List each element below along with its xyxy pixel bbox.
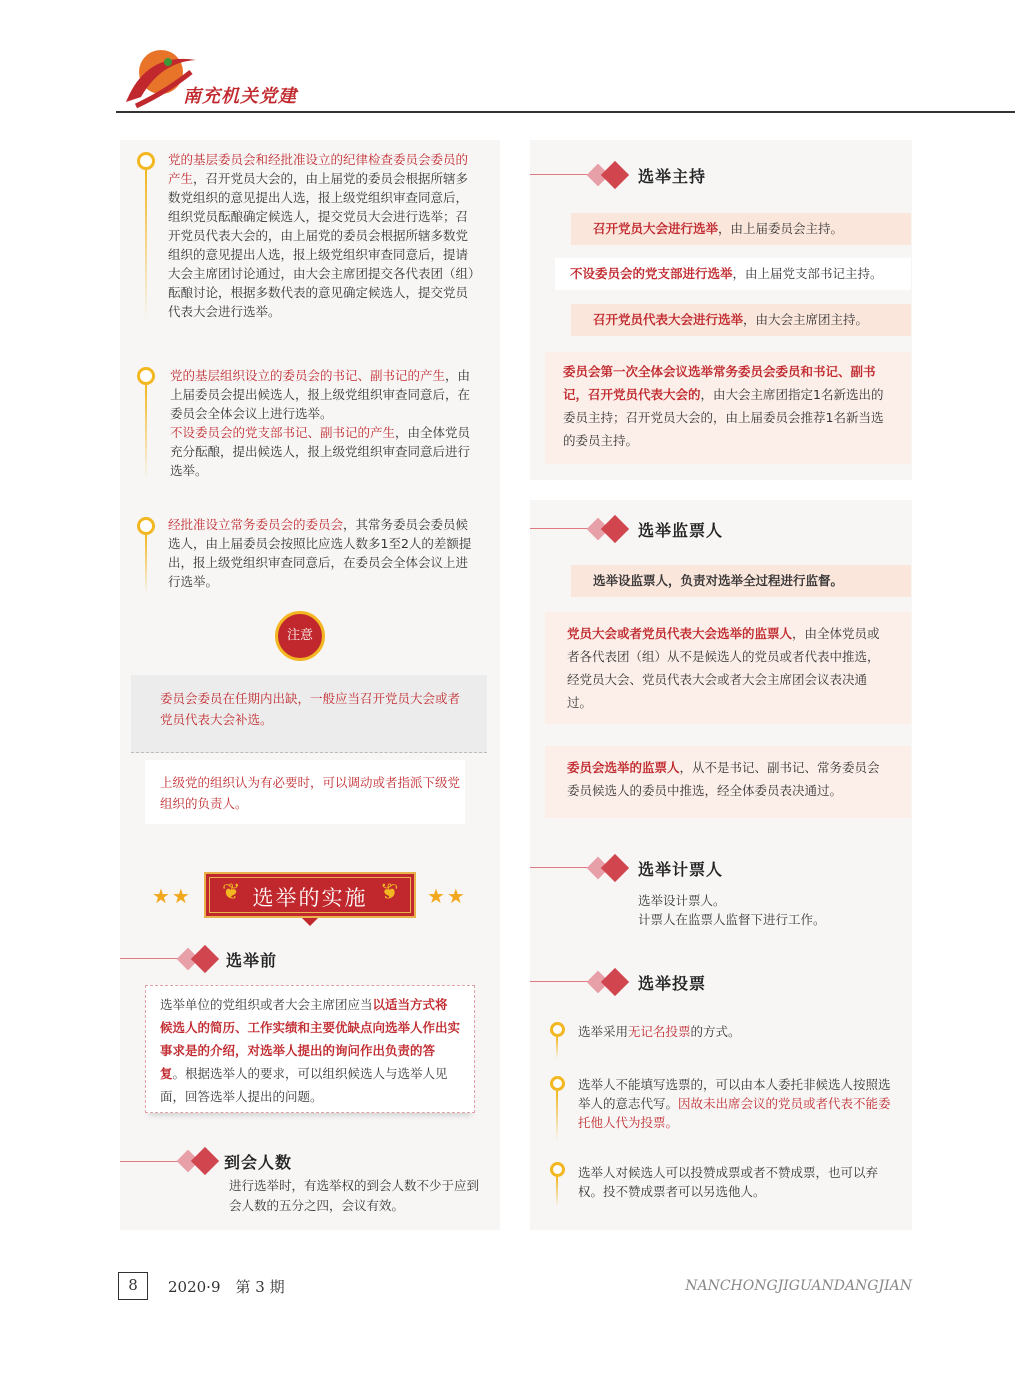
- vote-rule-2: 选举人不能填写选票的，可以由本人委托非候选人按照选举人的意志代写。因故未出席会议的党员或者代表不能委托他人代为投票。: [578, 1077, 891, 1130]
- brand-title: 南充机关党建: [183, 86, 297, 107]
- pin-line: [556, 1177, 558, 1207]
- attend-title: 到会人数: [224, 1153, 293, 1172]
- pointer-line: [530, 867, 590, 868]
- star-icon: ★★: [152, 884, 192, 908]
- vote-rule-3: 选举人对候选人可以投赞成票或者不赞成票，也可以弃权。投不赞成票者可以另选他人。: [578, 1165, 879, 1199]
- pin-line: [145, 535, 147, 595]
- host-row-2: 不设委员会的党支部进行选举，由上届党支部书记主持。: [555, 258, 911, 290]
- pin-line: [145, 170, 147, 320]
- banner-title: 选举的实施: [252, 886, 368, 910]
- notice-badge: 注意: [275, 611, 325, 661]
- pin-icon: [137, 367, 155, 385]
- monitor-row-1: 选举设监票人，负责对选举全过程进行监督。: [571, 565, 911, 597]
- pin-icon: [550, 1076, 565, 1091]
- monitor-title: 选举监票人: [638, 521, 724, 540]
- pointer-line: [530, 174, 590, 175]
- pin-icon: [137, 517, 155, 535]
- count-title: 选举计票人: [638, 860, 724, 879]
- notice-text-2: 上级党的组织认为有必要时，可以调动或者指派下级党组织的负责人。: [160, 775, 461, 811]
- before-text: 选举单位的党组织或者大会主席团应当以适当方式将候选人的简历、工作实绩和主要优缺点向选举人作出实事求是的介绍，对选举人提出的询问作出负责的答复。根据选举人的要求，可以组织候选人与选举人见面，回答选举人提出的问题。: [160, 997, 461, 1104]
- count-text-2: 计票人在监票人监督下进行工作。: [638, 912, 826, 927]
- header-rule: [116, 111, 1015, 113]
- footer-pinyin: NANCHONGJIGUANDANGJIAN: [685, 1278, 912, 1294]
- pointer-line: [530, 981, 590, 982]
- host-title: 选举主持: [638, 167, 707, 186]
- pin-line: [556, 1037, 558, 1059]
- pin-icon: [550, 1022, 565, 1037]
- laurel-icon: ❦: [380, 880, 399, 905]
- candidate-rule-committee: 党的基层委员会和经批准设立的纪律检查委员会委员的产生，召开党员大会的，由上届党的委员会根据所辖多数党组织的意见提出人选，报上级党组织审查同意后，组织党员酝酿确定候选人，提交党员大会进行选举；召开党员代表大会的，由上届党的委员会根据所辖多数党组织的意见提出人选，报上级党组织审查同意后，提请大会主席团讨论通过，由大会主席团提交各代表团（组）酝酿讨论，根据多数代表的意见确定候选人，提交党员代表大会进行选举。: [168, 152, 475, 319]
- pin-line: [145, 385, 147, 480]
- monitor-row-2: 党员大会或者党员代表大会选举的监票人，由全体党员或者各代表团（组）从不是候选人的党员或者代表中推选，经党员大会、党员代表大会或者大会主席团会议表决通过。: [545, 612, 911, 724]
- candidate-rule-standing: 经批准设立常务委员会的委员会，其常务委员会委员候选人，由上届委员会按照比应选人数多1至2人的差额提出，报上级党组织审查同意后，在委员会全体会议上进行选举。: [168, 517, 472, 589]
- pointer-line: [530, 528, 590, 529]
- host-row-3: 召开党员代表大会进行选举，由大会主席团主持。: [571, 304, 911, 336]
- host-row-4: 委员会第一次全体会议选举常务委员会委员和书记、副书记，召开党员代表大会的，由大会主席团指定1名新选出的委员主持；召开党员大会的，由上届委员会推荐1名新当选的委员主持。: [545, 352, 911, 464]
- host-row-1: 召开党员大会进行选举，由上届委员会主持。: [571, 213, 911, 245]
- pointer-line: [120, 958, 180, 959]
- pin-line: [556, 1091, 558, 1141]
- vote-rule-1: 选举采用无记名投票的方式。: [578, 1024, 741, 1039]
- attend-text: 进行选举时，有选举权的到会人数不少于应到会人数的五分之四，会议有效。: [229, 1178, 480, 1213]
- notice-text-1: 委员会委员在任期内出缺，一般应当召开党员大会或者党员代表大会补选。: [160, 691, 461, 727]
- page-number: 8: [118, 1272, 148, 1300]
- pin-icon: [550, 1162, 565, 1177]
- star-icon: ★★: [427, 884, 467, 908]
- count-text-1: 选举设计票人。: [638, 893, 726, 908]
- issue-info: 2020·9 第 3 期: [168, 1278, 285, 1296]
- before-title: 选举前: [226, 951, 278, 970]
- vote-title: 选举投票: [638, 974, 707, 993]
- pin-icon: [137, 152, 155, 170]
- banner-pointer: [302, 918, 318, 926]
- monitor-row-3: 委员会选举的监票人，从不是书记、副书记、常务委员会委员候选人的委员中推选，经全体委员表决通过。: [545, 746, 911, 818]
- laurel-icon: ❦: [222, 880, 241, 905]
- candidate-rule-secretary: 党的基层组织设立的委员会的书记、副书记的产生，由上届委员会提出候选人，报上级党组织审查同意后，在委员会全体会议上进行选举。 不设委员会的党支部书记、副书记的产生，由全体党员充分酝酿，提出候选人，报上级党组织审查同意后进行选举。: [170, 368, 471, 478]
- pointer-line: [120, 1161, 180, 1162]
